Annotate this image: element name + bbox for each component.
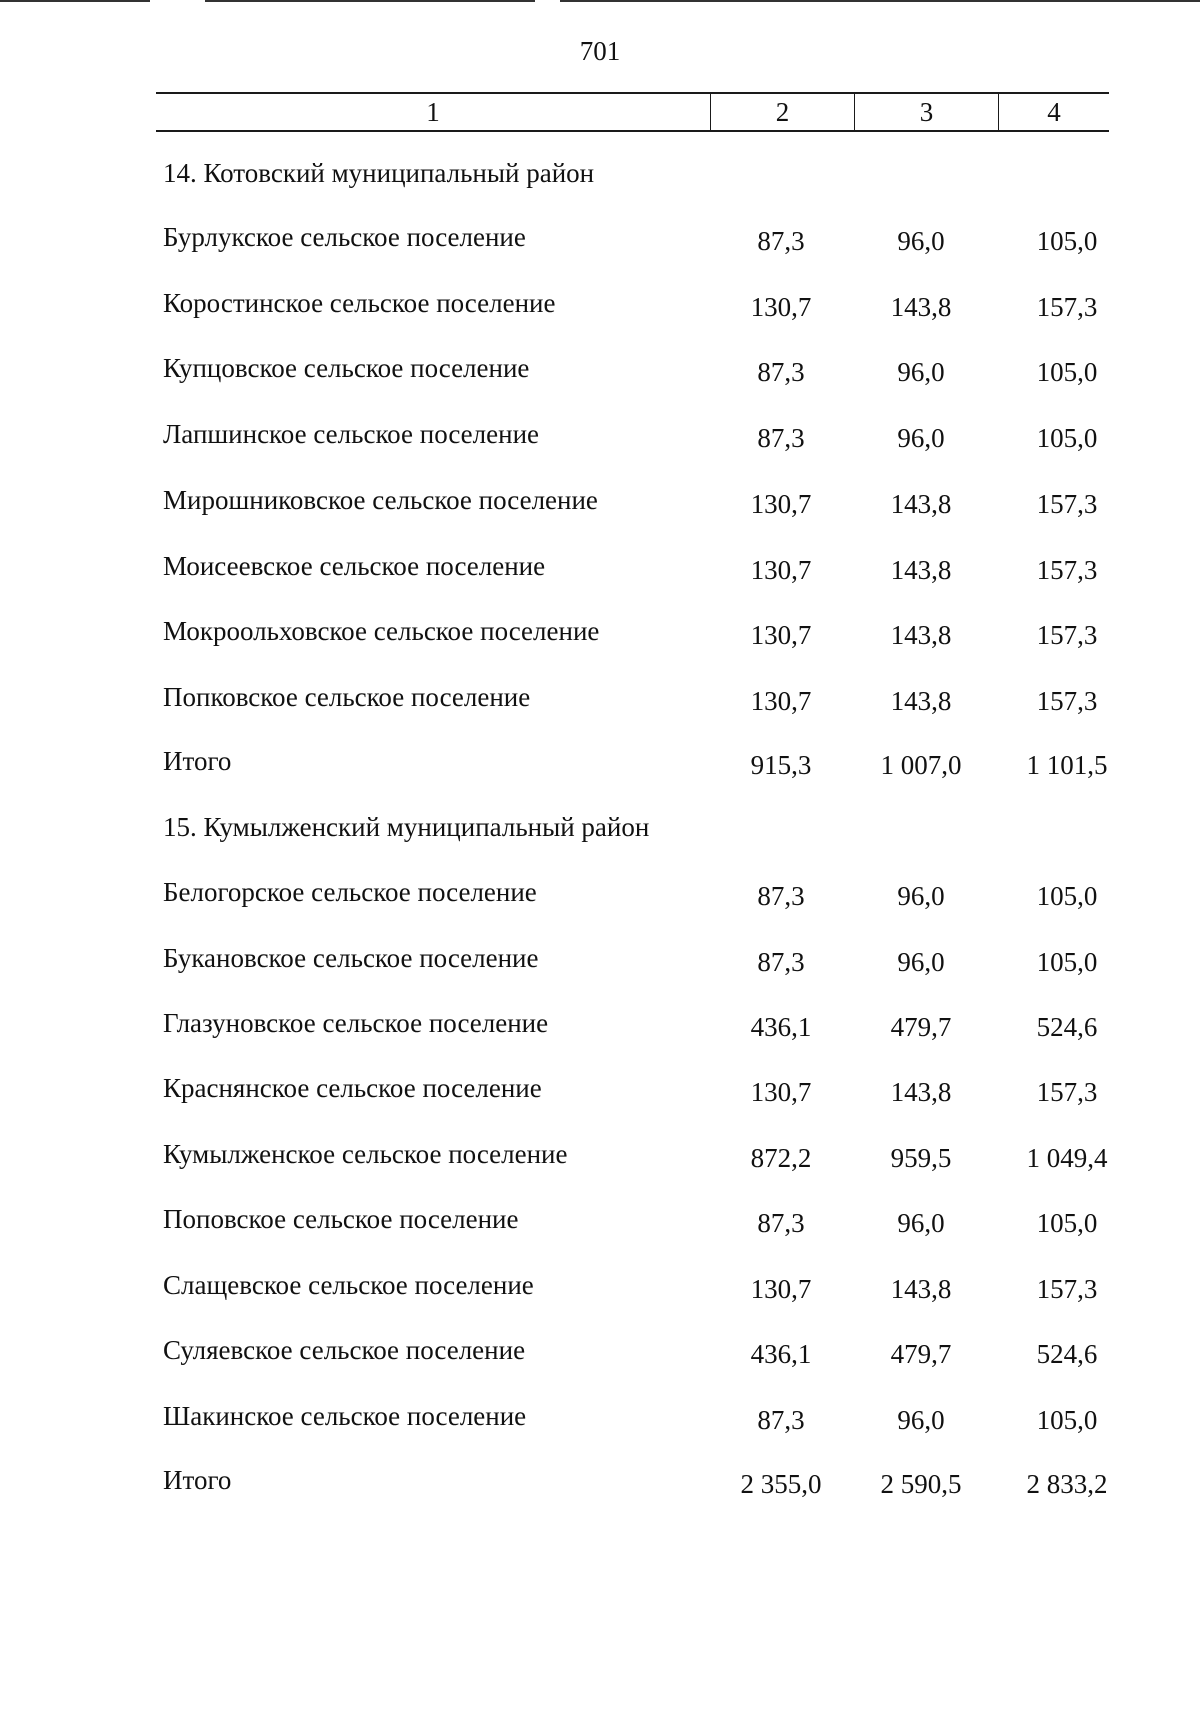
settlement-name: Бурлукское сельское поселение xyxy=(163,222,526,252)
value-col-3: 143,8 xyxy=(890,555,952,585)
section-title-row xyxy=(0,812,1200,852)
value-col-3: 96,0 xyxy=(897,1405,945,1435)
value-col-4: 1 049,4 xyxy=(1026,1143,1108,1173)
table-row xyxy=(0,682,1200,722)
value-col-4: 105,0 xyxy=(1036,226,1098,256)
value-col-2: 130,7 xyxy=(750,620,812,650)
table-header xyxy=(156,92,1109,132)
settlement-name: Шакинское сельское поселение xyxy=(163,1401,527,1431)
settlement-name: Краснянское сельское поселение xyxy=(163,1073,542,1103)
value-col-2: 87,3 xyxy=(757,357,805,387)
value-col-4: 157,3 xyxy=(1036,489,1098,519)
table-row xyxy=(0,616,1200,656)
value-col-2: 87,3 xyxy=(757,881,805,911)
column-header-4: 4 xyxy=(1047,97,1061,127)
value-col-2: 130,7 xyxy=(750,1077,812,1107)
total-col-3: 1 007,0 xyxy=(880,750,962,780)
settlement-name: Букановское сельское поселение xyxy=(163,943,539,973)
total-label: Итого xyxy=(163,1465,232,1495)
value-col-2: 130,7 xyxy=(750,292,812,322)
value-col-4: 105,0 xyxy=(1036,357,1098,387)
total-row xyxy=(0,746,1200,786)
settlement-name: Глазуновское сельское поселение xyxy=(163,1008,549,1038)
value-col-2: 130,7 xyxy=(750,555,812,585)
table-row xyxy=(0,222,1200,262)
value-col-2: 130,7 xyxy=(750,1274,812,1304)
settlement-name: Лапшинское сельское поселение xyxy=(163,419,540,449)
value-col-3: 96,0 xyxy=(897,947,945,977)
settlement-name: Попковское сельское поселение xyxy=(163,682,531,712)
value-col-2: 130,7 xyxy=(750,686,812,716)
scan-edge-line xyxy=(0,0,150,2)
value-col-3: 479,7 xyxy=(890,1339,952,1369)
settlement-name: Белогорское сельское поселение xyxy=(163,877,537,907)
value-col-3: 143,8 xyxy=(890,292,952,322)
settlement-name: Поповское сельское поселение xyxy=(163,1204,519,1234)
table-row xyxy=(0,288,1200,328)
settlement-name: Кумылженское сельское поселение xyxy=(163,1139,568,1169)
table-row xyxy=(0,1204,1200,1244)
value-col-3: 96,0 xyxy=(897,226,945,256)
table-row xyxy=(0,419,1200,459)
value-col-4: 157,3 xyxy=(1036,555,1098,585)
total-col-2: 2 355,0 xyxy=(740,1469,822,1499)
value-col-3: 143,8 xyxy=(890,620,952,650)
value-col-2: 872,2 xyxy=(750,1143,812,1173)
value-col-3: 143,8 xyxy=(890,1274,952,1304)
settlement-name: Мирошниковское сельское поселение xyxy=(163,485,598,515)
settlement-name: Коростинское сельское поселение xyxy=(163,288,556,318)
value-col-2: 87,3 xyxy=(757,947,805,977)
table-row xyxy=(0,1073,1200,1113)
value-col-4: 524,6 xyxy=(1036,1012,1098,1042)
value-col-2: 436,1 xyxy=(750,1012,812,1042)
value-col-4: 157,3 xyxy=(1036,1077,1098,1107)
settlement-name: Купцовское сельское поселение xyxy=(163,353,530,383)
value-col-2: 130,7 xyxy=(750,489,812,519)
value-col-3: 96,0 xyxy=(897,357,945,387)
value-col-4: 524,6 xyxy=(1036,1339,1098,1369)
section-title: 14. Котовский муниципальный район xyxy=(163,158,595,188)
settlement-name: Слащевское сельское поселение xyxy=(163,1270,534,1300)
value-col-3: 143,8 xyxy=(890,489,952,519)
value-col-4: 105,0 xyxy=(1036,947,1098,977)
total-col-4: 1 101,5 xyxy=(1026,750,1108,780)
value-col-3: 96,0 xyxy=(897,881,945,911)
table-row xyxy=(0,1139,1200,1179)
value-col-4: 157,3 xyxy=(1036,686,1098,716)
table-row xyxy=(0,1270,1200,1310)
table-row xyxy=(0,943,1200,983)
value-col-2: 87,3 xyxy=(757,1208,805,1238)
section-title: 15. Кумылженский муниципальный район xyxy=(163,812,650,842)
value-col-4: 105,0 xyxy=(1036,1208,1098,1238)
value-col-4: 105,0 xyxy=(1036,423,1098,453)
settlement-name: Моисеевское сельское поселение xyxy=(163,551,546,581)
total-col-3: 2 590,5 xyxy=(880,1469,962,1499)
value-col-3: 959,5 xyxy=(890,1143,952,1173)
value-col-4: 105,0 xyxy=(1036,881,1098,911)
settlement-name: Мокроольховское сельское поселение xyxy=(163,616,600,646)
value-col-3: 96,0 xyxy=(897,1208,945,1238)
table-row xyxy=(0,877,1200,917)
value-col-4: 157,3 xyxy=(1036,1274,1098,1304)
value-col-3: 143,8 xyxy=(890,686,952,716)
scan-edge-line xyxy=(560,0,1200,2)
total-label: Итого xyxy=(163,746,232,776)
table-row xyxy=(0,353,1200,393)
column-header-3: 3 xyxy=(855,94,999,130)
column-header-1: 1 xyxy=(156,94,711,130)
scan-edge-line xyxy=(205,0,535,2)
total-row xyxy=(0,1465,1200,1505)
value-col-2: 87,3 xyxy=(757,1405,805,1435)
total-col-2: 915,3 xyxy=(750,750,812,780)
table-row xyxy=(0,1335,1200,1375)
value-col-2: 436,1 xyxy=(750,1339,812,1369)
value-col-2: 87,3 xyxy=(757,423,805,453)
section-title-row xyxy=(0,158,1200,198)
value-col-3: 479,7 xyxy=(890,1012,952,1042)
value-col-4: 157,3 xyxy=(1036,620,1098,650)
value-col-2: 87,3 xyxy=(757,226,805,256)
settlement-name: Суляевское сельское поселение xyxy=(163,1335,526,1365)
column-header-2: 2 xyxy=(711,94,855,130)
table-row xyxy=(0,1008,1200,1048)
page-number: 701 xyxy=(579,36,621,66)
value-col-3: 143,8 xyxy=(890,1077,952,1107)
table-row xyxy=(0,1401,1200,1441)
value-col-3: 96,0 xyxy=(897,423,945,453)
value-col-4: 157,3 xyxy=(1036,292,1098,322)
table-row xyxy=(0,551,1200,591)
total-col-4: 2 833,2 xyxy=(1026,1469,1108,1499)
value-col-4: 105,0 xyxy=(1036,1405,1098,1435)
table-row xyxy=(0,485,1200,525)
